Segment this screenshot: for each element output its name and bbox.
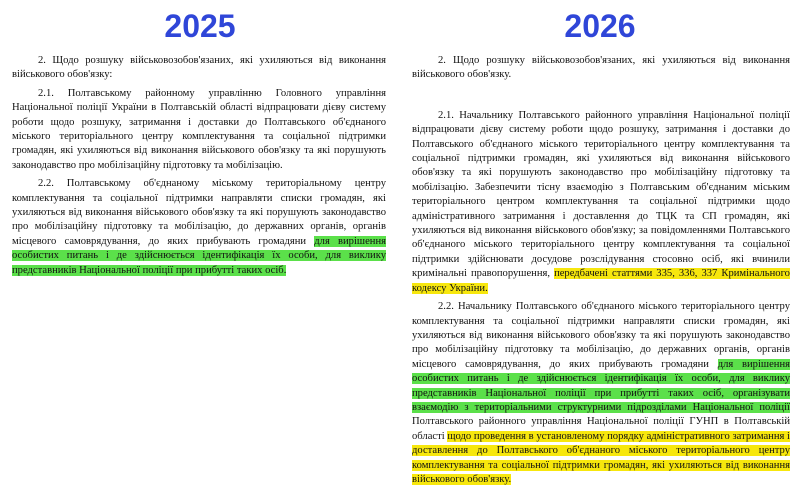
green-highlight: для вирішення особистих питань і де здійснюється ідентифікація їх особи, для виклику представників Національної поліції при прибутті таких осіб. [12, 235, 386, 276]
paragraph-2-1-text: 2.1. Начальнику Полтавського районного управління Національної поліції відпрацювати дієву систему роботи щодо розшуку, затримання і доставки до Полтавського об'єднаного міського територіального центру комплектування та соціальної підтримки громадян, які ухиляються від виконання військового обов'язку та які порушують законодавство про мобілізаційну підготовку та мобілізацію. Забезпечити тісну взаємодію з Полтавським об'єднаним міським територіального центром комплектування та соціальної підтримки щодо адміністративного затримання і доставлення до ТЦК та СП громадян, які ухиляються від виконання військового обов'язку; за повідомленнями Полтавського об'єднаного міського територіального центру комплектування та соціальної підтримки здійснювати досудове розслідування стосовно осіб, які вчинили кримінальні правопорушення, [412, 109, 790, 280]
paragraph-2-2 [412, 300, 790, 487]
document-excerpt-2025 [12, 54, 386, 278]
paragraph-2: 2. Щодо розшуку військовозобов'язаних, які ухиляються від виконання військового обов'язку: [12, 55, 386, 81]
document-excerpt-2026 [412, 54, 790, 487]
green-highlight: для вирішення особистих питань і де здійснюється ідентифікація їх особи, для виклику представників Національної поліції при прибутті таких осіб, організувати взаємодію з територіальними структурними підрозділами Національної поліції [412, 358, 790, 413]
paragraph-2-1 [412, 109, 790, 296]
column-2026 [400, 0, 800, 485]
paragraph-2-2-text: 2.2. Начальнику Полтавського об'єднаного міського територіального центру комплектування та соціальної підтримки направляти списки громадян, які ухиляються від виконання військового обов'язку та які порушують законодавство про мобілізаційну підготовку та мобілізацію, до державних органів, органів місцевого самоврядування, до яких прибувають громадяни [412, 301, 790, 370]
yellow-highlight: передбачені статтями 335, 336, 337 Кримінального кодексу України. [412, 268, 790, 294]
year-heading-2025: 2025 [164, 8, 236, 44]
yellow-highlight: щодо проведення в установленому порядку адміністративного затримання і доставлення до Полтавського об'єднаного міського територіального центру комплектування та соціальної підтримки громадян, які ухиляються від виконання військового обов'язку. [412, 430, 790, 485]
paragraph-2-2 [12, 177, 386, 278]
paragraph-2-2-text-cont: Полтавського районного управління Національної поліції ГУНП в Полтавській області [412, 416, 790, 442]
paragraph-2: 2. Щодо розшуку військовозобов'язаних, які ухиляються від виконання військового обов'язку. [412, 55, 790, 81]
year-heading-2026: 2026 [564, 8, 636, 44]
paragraph-2-2-text: 2.2. Полтавському об'єднаному міському територіальному центру комплектування та соціальної підтримки направляти списки громадян, які ухиляються від виконання військового обов'язку та які порушують законодавство про мобілізаційну підготовку та мобілізацію, до державних органів, органів місцевого самоврядування, до яких прибувають громадяни [12, 178, 386, 247]
column-2025 [0, 0, 400, 276]
paragraph-2-1: 2.1. Полтавському районному управлінню Головного управління Національної поліції України в Полтавській області відпрацювати дієву систему роботи щодо розшуку, затримання і доставки до Полтавського об'єднаного міського територіального центру комплектування та соціальної підтримки громадян, які ухиляються від виконання військового обов'язку та які порушують законодавство про мобілізаційну підготовку та мобілізацію. [12, 87, 386, 171]
